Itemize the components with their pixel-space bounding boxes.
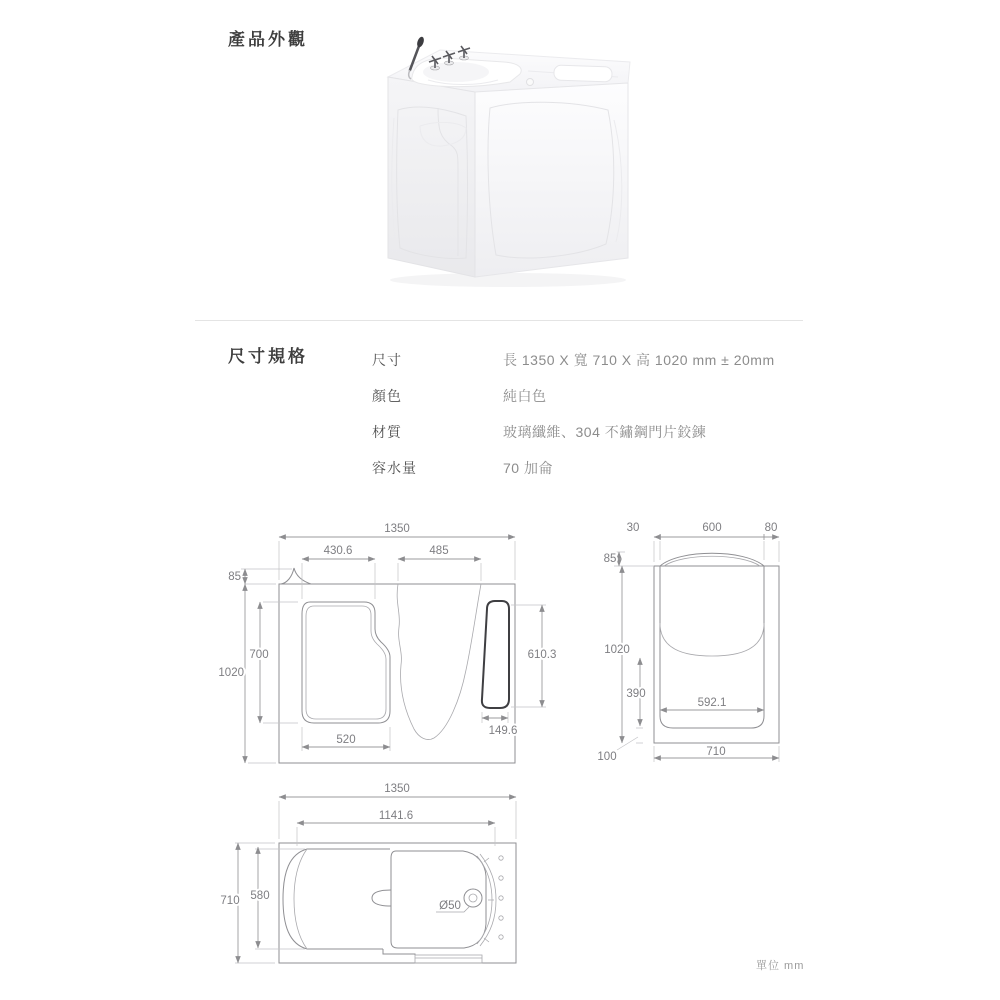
section-divider [195,320,803,321]
headrest-pillow [554,65,612,82]
drain-outer-circle [464,889,482,907]
spec-value: 玻璃纖維、304 不鏽鋼門片鉸鍊 [503,424,707,440]
dimension-lines [238,797,516,963]
dim-label-rim-height: 85 [228,571,241,583]
faucet-hole-circles [499,856,503,939]
end-view-drawing [595,515,810,775]
dim-label-inner-width: 580 [250,890,270,902]
spec-label: 容水量 [372,460,417,476]
dim-label-door-height: 700 [249,649,269,661]
dim-label-overall-length: 1350 [384,523,410,535]
tub-shadow [390,273,626,287]
extension-lines [614,541,779,762]
inner-tub-edges [307,849,390,949]
side-view-drawing [215,515,565,775]
spec-row-dimensions [372,352,775,369]
dim-label-overall-height: 1020 [604,644,630,656]
tub-outline [279,584,515,763]
base-leader-line [617,737,638,750]
dim-label-overall-width: 710 [220,895,240,907]
threshold-tray [415,955,482,963]
hand-shower-head [416,36,425,48]
bathtub-product-image [378,30,638,290]
top-view-drawing [215,778,595,988]
dim-label-top-width: 600 [702,522,722,534]
side-panel-slot [482,601,509,708]
spec-row-capacity [372,460,553,477]
spec-value: 70 加侖 [503,460,553,476]
dim-label-base-height: 390 [626,688,646,700]
door-inner-outline [306,606,386,719]
door-handle-tab [372,890,391,906]
drain-inner-circle [469,894,477,902]
dim-label-overall-length: 1350 [384,783,410,795]
spec-row-color [372,388,547,405]
unit-note: 單位 mm [756,960,805,972]
spec-label: 材質 [372,424,402,440]
dimension-lines [619,534,779,758]
spec-value: 長 1350 X 寬 710 X 高 1020 mm ± 20mm [503,352,775,368]
spec-section-title: 尺寸規格 [228,347,308,366]
dim-label-inner-width: 592.1 [697,697,727,709]
spec-row-material [372,424,706,441]
door-outer-outline [302,602,390,723]
dim-label-panel-width: 149.6 [488,725,518,737]
bowl-bottom-curve [660,623,764,656]
dim-label-panel-height: 610.3 [527,649,557,661]
tub-outline [654,566,779,743]
head-end-inner-arc [294,849,307,949]
dim-label-rim-height: 85 [603,553,617,565]
dim-label-door-width: 520 [336,734,356,746]
rim-spout-profile [281,568,311,584]
head-end-outer-arc [283,849,307,949]
rim-drain-hole [527,79,534,86]
spec-label: 尺寸 [372,352,402,368]
dim-label-back-offset: 30 [626,522,640,534]
tub-front-panel [475,83,628,277]
dim-label-front-offset: 80 [764,522,778,534]
backrest-dome-outer [660,553,764,566]
tub-door-side-face [388,77,475,277]
dim-label-drain-diameter: Ø50 [439,900,461,912]
dim-label-seat-width: 485 [429,545,449,557]
dim-label-base-inset: 100 [597,751,617,763]
product-section-title: 產品外觀 [228,30,308,49]
seat-opening-profile [397,584,481,740]
dim-label-door-top-width: 430.6 [323,545,353,557]
dim-label-overall-width: 710 [706,746,726,758]
spec-value: 純白色 [503,388,547,404]
extension-lines [235,801,516,963]
spec-label: 顏色 [372,388,402,404]
floor-step [383,949,415,955]
dim-label-inner-length: 1141.6 [378,810,414,822]
basin-shading [423,62,489,82]
dim-label-overall-height: 1020 [218,667,244,679]
